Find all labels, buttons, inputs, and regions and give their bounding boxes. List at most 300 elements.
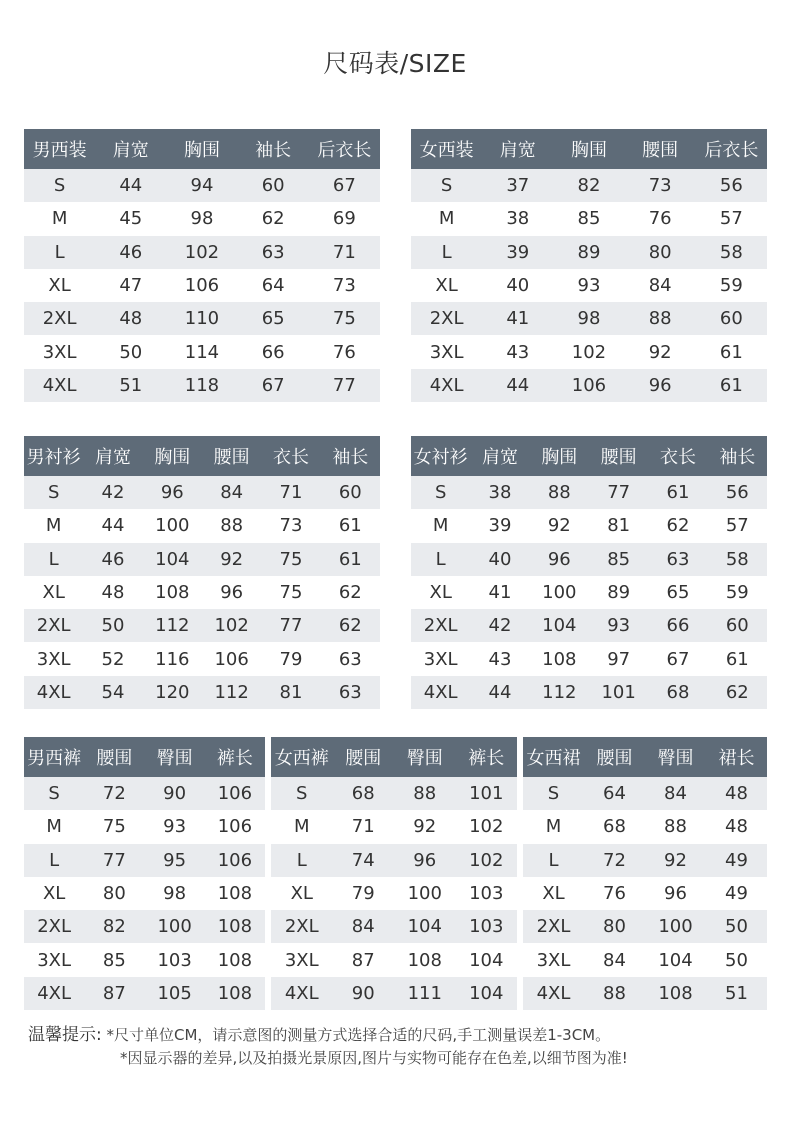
measurement-cell: 65 — [238, 302, 309, 335]
measurement-cell: 84 — [584, 943, 645, 976]
measurement-cell: 66 — [648, 609, 707, 642]
measurement-cell: 88 — [394, 777, 456, 810]
measurement-cell: 82 — [553, 169, 624, 202]
measurement-cell: 58 — [708, 543, 767, 576]
measurement-cell: 84 — [645, 777, 706, 810]
measurement-cell: 75 — [309, 302, 380, 335]
table-row — [271, 777, 517, 810]
size-label-cell: L — [24, 236, 95, 269]
measurement-header: 袖长 — [708, 436, 767, 476]
measurement-cell: 79 — [261, 642, 320, 675]
table-row — [523, 810, 767, 843]
table-row — [411, 369, 767, 402]
size-label-cell: S — [523, 777, 584, 810]
measurement-cell: 60 — [321, 476, 380, 509]
measurement-cell: 56 — [708, 476, 767, 509]
table-row — [24, 302, 380, 335]
measurement-header: 臀围 — [145, 737, 205, 777]
measurement-cell: 63 — [238, 236, 309, 269]
measurement-cell: 92 — [645, 844, 706, 877]
measurement-cell: 98 — [166, 202, 237, 235]
measurement-cell: 51 — [706, 977, 767, 1010]
size-label-cell: S — [271, 777, 333, 810]
table-row — [24, 576, 380, 609]
size-label-cell: M — [24, 509, 83, 542]
page-title: 尺码表/SIZE — [323, 49, 467, 78]
size-label-cell: XL — [271, 877, 333, 910]
table-row — [411, 335, 767, 368]
garment-type-header: 男衬衫 — [24, 436, 83, 476]
measurement-cell: 105 — [145, 977, 205, 1010]
size-label-cell: XL — [24, 269, 95, 302]
garment-type-header: 男西装 — [24, 129, 95, 169]
table-header-row — [411, 436, 767, 476]
measurement-cell: 108 — [205, 943, 265, 976]
measurement-header: 肩宽 — [482, 129, 553, 169]
measurement-cell: 112 — [202, 676, 261, 709]
measurement-cell: 62 — [648, 509, 707, 542]
measurement-cell: 67 — [648, 642, 707, 675]
measurement-cell: 98 — [553, 302, 624, 335]
measurement-cell: 95 — [145, 844, 205, 877]
measurement-cell: 88 — [202, 509, 261, 542]
measurement-cell: 61 — [648, 476, 707, 509]
measurement-cell: 61 — [321, 509, 380, 542]
measurement-cell: 112 — [530, 676, 589, 709]
size-label-cell: M — [24, 202, 95, 235]
measurement-cell: 75 — [84, 810, 144, 843]
measurement-cell: 54 — [83, 676, 142, 709]
measurement-cell: 88 — [530, 476, 589, 509]
size-table-men-suit — [24, 129, 380, 402]
measurement-cell: 62 — [321, 576, 380, 609]
measurement-cell: 102 — [166, 236, 237, 269]
measurement-cell: 106 — [202, 642, 261, 675]
size-label-cell: 4XL — [24, 369, 95, 402]
measurement-cell: 102 — [202, 609, 261, 642]
table-row — [411, 202, 767, 235]
tips-label: 温馨提示: — [28, 1025, 102, 1045]
measurement-cell: 64 — [238, 269, 309, 302]
size-label-cell: L — [411, 236, 482, 269]
size-label-cell: 3XL — [24, 642, 83, 675]
size-label-cell: S — [24, 777, 84, 810]
size-label-cell: S — [24, 476, 83, 509]
measurement-cell: 39 — [470, 509, 529, 542]
size-label-cell: L — [411, 543, 470, 576]
measurement-cell: 92 — [394, 810, 456, 843]
size-table-women-suit — [411, 129, 767, 402]
size-label-cell: S — [411, 476, 470, 509]
measurement-cell: 104 — [530, 609, 589, 642]
measurement-cell: 60 — [238, 169, 309, 202]
measurement-cell: 94 — [166, 169, 237, 202]
measurement-cell: 72 — [84, 777, 144, 810]
table-row — [523, 977, 767, 1010]
table-row — [24, 369, 380, 402]
measurement-cell: 67 — [309, 169, 380, 202]
measurement-cell: 108 — [394, 943, 456, 976]
measurement-cell: 106 — [166, 269, 237, 302]
tips-line-1 — [28, 1020, 610, 1045]
measurement-cell: 65 — [648, 576, 707, 609]
table-row — [271, 844, 517, 877]
measurement-header: 臀围 — [645, 737, 706, 777]
measurement-cell: 101 — [456, 777, 518, 810]
measurement-cell: 48 — [95, 302, 166, 335]
measurement-cell: 101 — [589, 676, 648, 709]
size-label-cell: 4XL — [24, 676, 83, 709]
measurement-cell: 75 — [261, 576, 320, 609]
size-label-cell: 2XL — [411, 609, 470, 642]
measurement-header: 腰围 — [202, 436, 261, 476]
measurement-cell: 46 — [95, 236, 166, 269]
table-row — [24, 642, 380, 675]
table-row — [411, 302, 767, 335]
measurement-header: 袖长 — [321, 436, 380, 476]
measurement-cell: 93 — [145, 810, 205, 843]
measurement-cell: 92 — [625, 335, 696, 368]
measurement-cell: 73 — [261, 509, 320, 542]
size-label-cell: L — [24, 844, 84, 877]
table-row — [411, 576, 767, 609]
measurement-cell: 98 — [145, 877, 205, 910]
measurement-cell: 41 — [482, 302, 553, 335]
table-header-row — [411, 129, 767, 169]
table-row — [411, 169, 767, 202]
size-label-cell: 4XL — [523, 977, 584, 1010]
measurement-cell: 120 — [143, 676, 202, 709]
measurement-cell: 42 — [83, 476, 142, 509]
size-label-cell: 4XL — [24, 977, 84, 1010]
measurement-header: 腰围 — [84, 737, 144, 777]
measurement-cell: 62 — [238, 202, 309, 235]
size-table-women-trousers — [271, 737, 517, 1010]
garment-type-header: 女西裤 — [271, 737, 333, 777]
measurement-cell: 63 — [321, 642, 380, 675]
table-row — [24, 476, 380, 509]
measurement-cell: 89 — [553, 236, 624, 269]
measurement-cell: 106 — [205, 844, 265, 877]
measurement-cell: 106 — [205, 810, 265, 843]
measurement-cell: 77 — [84, 844, 144, 877]
measurement-cell: 76 — [584, 877, 645, 910]
size-label-cell: L — [523, 844, 584, 877]
size-label-cell: 4XL — [411, 676, 470, 709]
size-label-cell: 4XL — [271, 977, 333, 1010]
measurement-header: 衣长 — [261, 436, 320, 476]
measurement-cell: 80 — [625, 236, 696, 269]
measurement-cell: 90 — [333, 977, 395, 1010]
measurement-header: 胸围 — [143, 436, 202, 476]
measurement-cell: 104 — [456, 977, 518, 1010]
size-label-cell: XL — [24, 877, 84, 910]
table-row — [411, 236, 767, 269]
size-label-cell: 2XL — [24, 910, 84, 943]
table-row — [523, 877, 767, 910]
measurement-cell: 44 — [83, 509, 142, 542]
garment-type-header: 女西装 — [411, 129, 482, 169]
measurement-cell: 102 — [456, 844, 518, 877]
table-row — [24, 543, 380, 576]
table-row — [24, 910, 265, 943]
measurement-header: 袖长 — [238, 129, 309, 169]
size-label-cell: 3XL — [24, 335, 95, 368]
measurement-cell: 61 — [321, 543, 380, 576]
table-row — [411, 476, 767, 509]
table-row — [271, 877, 517, 910]
measurement-cell: 48 — [706, 777, 767, 810]
measurement-cell: 87 — [333, 943, 395, 976]
table-row — [271, 977, 517, 1010]
measurement-cell: 106 — [205, 777, 265, 810]
measurement-cell: 51 — [95, 369, 166, 402]
measurement-cell: 118 — [166, 369, 237, 402]
measurement-header: 裤长 — [205, 737, 265, 777]
table-row — [24, 609, 380, 642]
measurement-cell: 61 — [696, 369, 767, 402]
measurement-cell: 89 — [589, 576, 648, 609]
garment-type-header: 女西裙 — [523, 737, 584, 777]
measurement-cell: 116 — [143, 642, 202, 675]
size-label-cell: 2XL — [24, 302, 95, 335]
measurement-header: 裙长 — [706, 737, 767, 777]
measurement-cell: 104 — [143, 543, 202, 576]
garment-type-header: 女衬衫 — [411, 436, 470, 476]
size-label-cell: L — [24, 543, 83, 576]
measurement-cell: 100 — [143, 509, 202, 542]
table-header-row — [24, 737, 265, 777]
measurement-cell: 104 — [394, 910, 456, 943]
measurement-header: 腰围 — [589, 436, 648, 476]
measurement-cell: 39 — [482, 236, 553, 269]
measurement-cell: 62 — [708, 676, 767, 709]
table-row — [523, 910, 767, 943]
measurement-cell: 76 — [309, 335, 380, 368]
size-label-cell: 2XL — [271, 910, 333, 943]
measurement-header: 臀围 — [394, 737, 456, 777]
measurement-cell: 38 — [482, 202, 553, 235]
measurement-cell: 102 — [553, 335, 624, 368]
measurement-cell: 68 — [648, 676, 707, 709]
table-header-row — [24, 436, 380, 476]
size-label-cell: M — [523, 810, 584, 843]
table-row — [24, 844, 265, 877]
measurement-cell: 50 — [95, 335, 166, 368]
measurement-cell: 47 — [95, 269, 166, 302]
measurement-cell: 74 — [333, 844, 395, 877]
measurement-cell: 96 — [645, 877, 706, 910]
measurement-cell: 92 — [530, 509, 589, 542]
measurement-cell: 93 — [553, 269, 624, 302]
measurement-cell: 112 — [143, 609, 202, 642]
size-label-cell: S — [24, 169, 95, 202]
measurement-cell: 103 — [456, 877, 518, 910]
size-label-cell: L — [271, 844, 333, 877]
measurement-cell: 102 — [456, 810, 518, 843]
table-row — [24, 877, 265, 910]
measurement-cell: 44 — [95, 169, 166, 202]
measurement-cell: 104 — [456, 943, 518, 976]
measurement-cell: 73 — [309, 269, 380, 302]
size-label-cell: 2XL — [523, 910, 584, 943]
size-label-cell: S — [411, 169, 482, 202]
measurement-cell: 103 — [145, 943, 205, 976]
table-row — [411, 543, 767, 576]
table-row — [523, 844, 767, 877]
measurement-cell: 40 — [482, 269, 553, 302]
measurement-cell: 93 — [589, 609, 648, 642]
table-row — [271, 943, 517, 976]
table-row — [271, 910, 517, 943]
measurement-cell: 58 — [696, 236, 767, 269]
size-label-cell: 3XL — [271, 943, 333, 976]
measurement-cell: 44 — [470, 676, 529, 709]
table-row — [411, 269, 767, 302]
table-row — [271, 810, 517, 843]
measurement-cell: 77 — [589, 476, 648, 509]
measurement-cell: 60 — [708, 609, 767, 642]
measurement-cell: 92 — [202, 543, 261, 576]
size-label-cell: XL — [24, 576, 83, 609]
measurement-cell: 96 — [394, 844, 456, 877]
size-label-cell: 2XL — [24, 609, 83, 642]
measurement-cell: 60 — [696, 302, 767, 335]
measurement-cell: 108 — [205, 977, 265, 1010]
measurement-cell: 71 — [309, 236, 380, 269]
table-row — [411, 609, 767, 642]
measurement-cell: 108 — [205, 877, 265, 910]
measurement-cell: 111 — [394, 977, 456, 1010]
measurement-cell: 96 — [625, 369, 696, 402]
measurement-cell: 76 — [625, 202, 696, 235]
measurement-cell: 63 — [321, 676, 380, 709]
tips-text-1: *尺寸单位CM，请示意图的测量方式选择合适的尺码,手工测量误差1-3CM。 — [106, 1026, 611, 1044]
measurement-cell: 59 — [696, 269, 767, 302]
measurement-header: 后衣长 — [309, 129, 380, 169]
measurement-header: 胸围 — [166, 129, 237, 169]
measurement-cell: 108 — [530, 642, 589, 675]
measurement-cell: 85 — [589, 543, 648, 576]
measurement-cell: 50 — [706, 910, 767, 943]
measurement-header: 腰围 — [625, 129, 696, 169]
measurement-cell: 66 — [238, 335, 309, 368]
tips-text-2: *因显示器的差异,以及拍摄光景原因,图片与实物可能存在色差,以细节图为准! — [120, 1049, 628, 1067]
measurement-cell: 49 — [706, 877, 767, 910]
measurement-cell: 100 — [394, 877, 456, 910]
table-row — [24, 943, 265, 976]
measurement-cell: 110 — [166, 302, 237, 335]
measurement-cell: 57 — [696, 202, 767, 235]
measurement-cell: 84 — [333, 910, 395, 943]
table-header-row — [271, 737, 517, 777]
table-row — [24, 777, 265, 810]
garment-type-header: 男西裤 — [24, 737, 84, 777]
measurement-cell: 50 — [83, 609, 142, 642]
measurement-cell: 44 — [482, 369, 553, 402]
measurement-header: 肩宽 — [95, 129, 166, 169]
table-row — [411, 509, 767, 542]
table-row — [24, 676, 380, 709]
size-label-cell: M — [24, 810, 84, 843]
measurement-cell: 108 — [205, 910, 265, 943]
measurement-cell: 61 — [696, 335, 767, 368]
measurement-header: 肩宽 — [83, 436, 142, 476]
measurement-cell: 72 — [584, 844, 645, 877]
measurement-cell: 43 — [470, 642, 529, 675]
measurement-cell: 103 — [456, 910, 518, 943]
measurement-cell: 96 — [530, 543, 589, 576]
measurement-cell: 85 — [84, 943, 144, 976]
measurement-cell: 37 — [482, 169, 553, 202]
measurement-cell: 67 — [238, 369, 309, 402]
table-header-row — [523, 737, 767, 777]
table-row — [24, 509, 380, 542]
size-label-cell: XL — [411, 576, 470, 609]
measurement-cell: 80 — [584, 910, 645, 943]
measurement-cell: 100 — [645, 910, 706, 943]
measurement-cell: 48 — [706, 810, 767, 843]
measurement-cell: 69 — [309, 202, 380, 235]
table-row — [523, 943, 767, 976]
size-label-cell: XL — [411, 269, 482, 302]
table-row — [24, 810, 265, 843]
measurement-cell: 59 — [708, 576, 767, 609]
measurement-cell: 41 — [470, 576, 529, 609]
measurement-cell: 82 — [84, 910, 144, 943]
measurement-header: 腰围 — [584, 737, 645, 777]
measurement-cell: 88 — [584, 977, 645, 1010]
measurement-cell: 52 — [83, 642, 142, 675]
measurement-header: 胸围 — [530, 436, 589, 476]
measurement-cell: 88 — [645, 810, 706, 843]
measurement-cell: 64 — [584, 777, 645, 810]
measurement-cell: 108 — [143, 576, 202, 609]
measurement-cell: 100 — [530, 576, 589, 609]
measurement-cell: 46 — [83, 543, 142, 576]
measurement-cell: 75 — [261, 543, 320, 576]
measurement-cell: 73 — [625, 169, 696, 202]
measurement-cell: 106 — [553, 369, 624, 402]
size-label-cell: 3XL — [411, 642, 470, 675]
measurement-cell: 84 — [625, 269, 696, 302]
measurement-cell: 38 — [470, 476, 529, 509]
measurement-cell: 84 — [202, 476, 261, 509]
measurement-cell: 43 — [482, 335, 553, 368]
size-table-women-shirt — [411, 436, 767, 709]
measurement-cell: 56 — [696, 169, 767, 202]
table-row — [24, 269, 380, 302]
measurement-cell: 87 — [84, 977, 144, 1010]
measurement-cell: 90 — [145, 777, 205, 810]
size-label-cell: M — [411, 509, 470, 542]
measurement-cell: 100 — [145, 910, 205, 943]
measurement-cell: 68 — [584, 810, 645, 843]
measurement-cell: 88 — [625, 302, 696, 335]
measurement-cell: 114 — [166, 335, 237, 368]
size-label-cell: 4XL — [411, 369, 482, 402]
size-label-cell: 2XL — [411, 302, 482, 335]
measurement-cell: 97 — [589, 642, 648, 675]
size-label-cell: XL — [523, 877, 584, 910]
measurement-cell: 81 — [589, 509, 648, 542]
measurement-cell: 57 — [708, 509, 767, 542]
measurement-cell: 77 — [309, 369, 380, 402]
table-header-row — [24, 129, 380, 169]
measurement-cell: 79 — [333, 877, 395, 910]
measurement-cell: 40 — [470, 543, 529, 576]
size-label-cell: 3XL — [523, 943, 584, 976]
